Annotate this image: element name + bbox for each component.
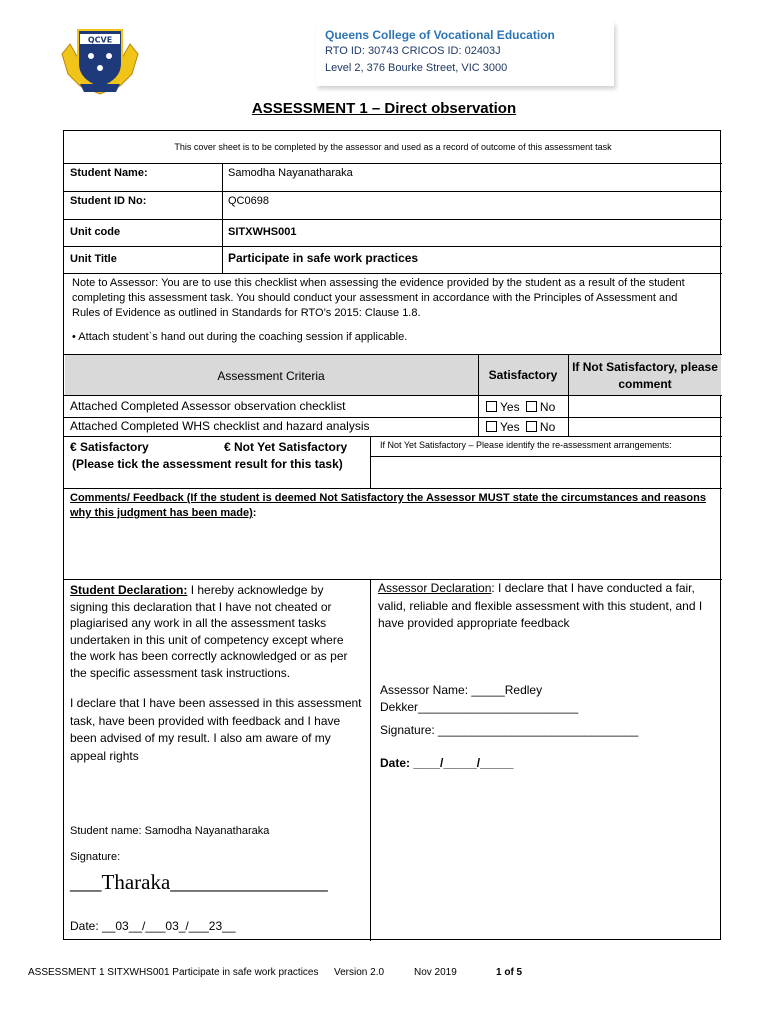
unit-code-label: Unit code	[70, 226, 121, 238]
comments-label: Comments/ Feedback (If the student is deemed Not Satisfactory the Assessor MUST state the circumstances and reasons why this judgment has been made):	[70, 492, 706, 519]
assessor-note: Note to Assessor: You are to use this checklist when assessing the evidence provided by the student as a result of the student completing this assessment task. You should conduct your assessment in accordance with the Principles of Assessment and Rules of Evidence as outlined in Standards for RTO’s 2015: Clause 1.8.	[72, 277, 685, 319]
student-name-label: Student Name:	[70, 167, 148, 179]
cover-note: This cover sheet is to be completed by the assessor and used as a record of outcome of this assessment task	[174, 142, 612, 152]
unit-title-label: Unit Title	[70, 253, 117, 265]
comment-header: If Not Satisfactory, please comment	[572, 360, 718, 391]
student-declaration-text: I declare that I have been assessed in this assessment task, have been provided with feedback and I have been advised of my result. I also am aware of my appeal rights	[70, 696, 362, 763]
footer-doc: ASSESSMENT 1 SITXWHS001 Participate in safe work practices	[28, 967, 319, 978]
no-checkbox[interactable]	[526, 401, 537, 412]
footer-version: Version 2.0	[334, 967, 385, 978]
footer-page: 1 of 5	[496, 967, 523, 978]
no-checkbox[interactable]	[526, 421, 537, 432]
cover-sheet-form	[63, 130, 721, 940]
not-satisfactory-option[interactable]: € Not Yet Satisfactory	[224, 440, 348, 454]
reassessment-label: If Not Yet Satisfactory – Please identify the re-assessment arrangements:	[380, 440, 672, 450]
student-id-value: QC0698	[228, 195, 269, 207]
yes-checkbox[interactable]	[486, 421, 497, 432]
page-title: ASSESSMENT 1 – Direct observation	[251, 100, 517, 117]
student-declaration-heading: Student Declaration:	[70, 583, 188, 597]
college-header	[316, 22, 614, 86]
student-signature: ___Tharaka_______________	[70, 870, 328, 894]
satisfactory-option[interactable]: € Satisfactory	[70, 440, 149, 454]
criteria-row-2-options: Yes No	[486, 420, 555, 434]
assessor-signature-line: Signature: ______________________________	[380, 723, 639, 737]
satisfactory-header: Satisfactory	[488, 368, 558, 382]
assessor-declaration-heading: Assessor Declaration	[378, 581, 492, 595]
yes-checkbox[interactable]	[486, 401, 497, 412]
assessor-date-line: Date: ____/_____/_____	[380, 756, 514, 770]
student-name-value: Samodha Nayanatharaka	[228, 167, 353, 179]
criteria-row-1-options: Yes No	[486, 400, 555, 414]
footer-date: Nov 2019	[414, 967, 457, 978]
student-signature-label: Signature:	[70, 851, 121, 863]
assessor-name-line: Assessor Name: _____Redley Dekker________________________	[380, 683, 579, 714]
logo-text: QCVE	[87, 35, 113, 45]
student-date: Date: __03__/___03_/___23__	[70, 919, 236, 933]
criteria-row-1: Attached Completed Assessor observation checklist	[70, 399, 346, 413]
unit-code-value: SITXWHS001	[228, 226, 297, 238]
result-instruction: (Please tick the assessment result for this task)	[72, 457, 343, 471]
criteria-row-2: Attached Completed WHS checklist and hazard analysis	[70, 419, 370, 433]
college-name: Queens College of Vocational Education	[325, 28, 555, 42]
rto-line: RTO ID: 30743 CRICOS ID: 02403J	[325, 45, 501, 57]
college-logo	[60, 24, 140, 96]
student-name-line: Student name: Samodha Nayanatharaka	[70, 825, 270, 837]
student-id-label: Student ID No:	[70, 195, 147, 207]
criteria-header: Assessment Criteria	[217, 369, 325, 383]
assessor-note-bullet: • Attach student`s hand out during the coaching session if applicable.	[72, 331, 408, 343]
student-declaration: Student Declaration: I hereby acknowledge by signing this declaration that I have not cheated or plagiarised any work in all the assessment tasks undertaken in this unit of competency except where the work has been correctly acknowledged or as per the specific assessment task instructions.	[70, 583, 348, 680]
unit-title-value: Participate in safe work practices	[228, 251, 419, 265]
assessor-declaration: Assessor Declaration: I declare that I have conducted a fair, valid, reliable and flexible assessment with this student, and I have provided appropriate feedback	[378, 581, 703, 630]
college-address: Level 2, 376 Bourke Street, VIC 3000	[325, 62, 508, 74]
